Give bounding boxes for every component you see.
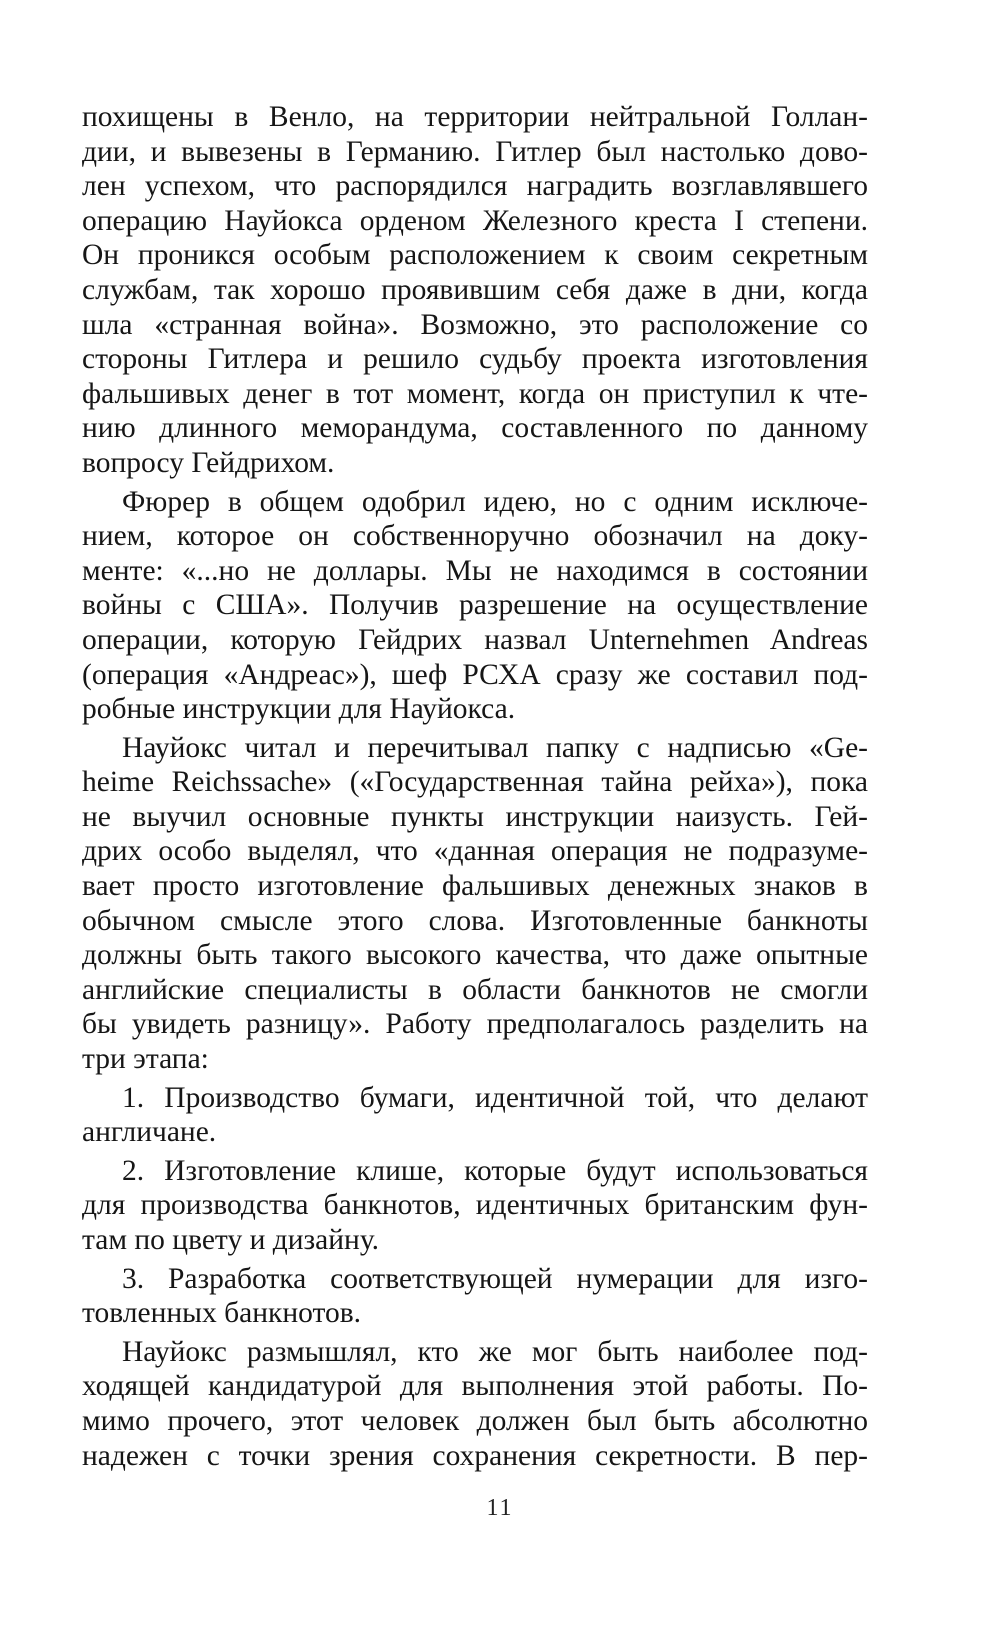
list-item [82, 1262, 868, 1331]
text-line: Он проникся особым расположением к своим секретным [82, 239, 868, 272]
text-line: вает просто изготовление фальшивых денежных знаков в [82, 870, 868, 903]
text-line: англичане. [82, 1116, 217, 1149]
text-line: 1. Производство бумаги, идентичной той, что делают [122, 1081, 868, 1114]
text-line: похищены в Венло, на территории нейтральной Голлан- [82, 101, 868, 133]
text-line: войны с США». Получив разрешение на осуществление [82, 589, 868, 622]
text-line: фальшивых денег в тот момент, когда он приступил к чте- [82, 377, 868, 410]
text-line: для производства банкнотов, идентичных британским фун- [82, 1189, 868, 1222]
text-line: операцию Науйокса орденом Железного креста I степени. [82, 204, 868, 237]
text-line: (операция «Андреас»), шеф РСХА сразу же составил под- [82, 658, 868, 691]
text-line: стороны Гитлера и решило судьбу проекта изготовления [82, 343, 868, 376]
text-line: там по цвету и дизайну. [82, 1224, 380, 1256]
text-line: обычном смысле этого слова. Изготовленные банкноты [82, 904, 868, 937]
text-line: 2. Изготовление клише, которые будут использоваться [122, 1154, 868, 1187]
text-line: товленных банкнотов. [82, 1297, 362, 1330]
text-line: 3. Разработка соответствующей нумерации для изго- [122, 1262, 868, 1295]
text-line: Фюрер в общем одобрил идею, но с одним исключе- [122, 485, 868, 518]
text-line: heime Reichssache» («Государственная тайна рейха»), пока [82, 766, 868, 799]
text-line: вопросу Гейдрихом. [82, 446, 335, 479]
text-line: операции, которую Гейдрих назвал Unternehmen Andreas [82, 623, 868, 656]
paragraph [82, 100, 868, 481]
text-line: три этапа: [82, 1043, 209, 1076]
text-line: Науйокс читал и перечитывал папку с надписью «Ge- [122, 731, 868, 764]
text-line: бы увидеть разницу». Работу предполагалось разделить на [82, 1008, 868, 1041]
body-text [82, 100, 868, 1473]
text-line: лен успехом, что распорядился наградить возглавлявшего [82, 170, 868, 203]
list-item [82, 1154, 868, 1258]
text-line: надежен с точки зрения сохранения секретности. В пер- [82, 1439, 868, 1472]
text-line: робные инструкции для Науйокса. [82, 693, 516, 726]
text-line: менте: «...но не доллары. Мы не находимся в состоянии [82, 554, 868, 587]
text-line: мимо прочего, этот человек должен был быть абсолютно [82, 1404, 868, 1437]
text-line: не выучил основные пункты инструкции наизусть. Гей- [82, 800, 868, 833]
text-line: службам, так хорошо проявившим себя даже в дни, когда [82, 273, 868, 306]
text-line: нием, которое он собственноручно обозначил на доку- [82, 520, 868, 553]
text-line: дрих особо выделял, что «данная операция не подразуме- [82, 835, 868, 868]
paragraph [82, 731, 868, 1077]
paragraph [82, 1335, 868, 1473]
text-line: должны быть такого высокого качества, что даже опытные [82, 939, 868, 972]
text-line: английские специалисты в области банкнотов не смогли [82, 973, 868, 1006]
text-line: нию длинного меморандума, составленного по данному [82, 412, 868, 445]
text-line: дии, и вывезены в Германию. Гитлер был настолько дово- [82, 135, 868, 168]
paragraph [82, 485, 868, 727]
text-line: ходящей кандидатурой для выполнения этой работы. По- [82, 1370, 868, 1403]
list-item [82, 1081, 868, 1150]
text-line: шла «странная война». Возможно, это расположение со [82, 308, 868, 341]
page-number: 11 [486, 1495, 514, 1521]
text-line: Науйокс размышлял, кто же мог быть наиболее под- [122, 1335, 868, 1368]
